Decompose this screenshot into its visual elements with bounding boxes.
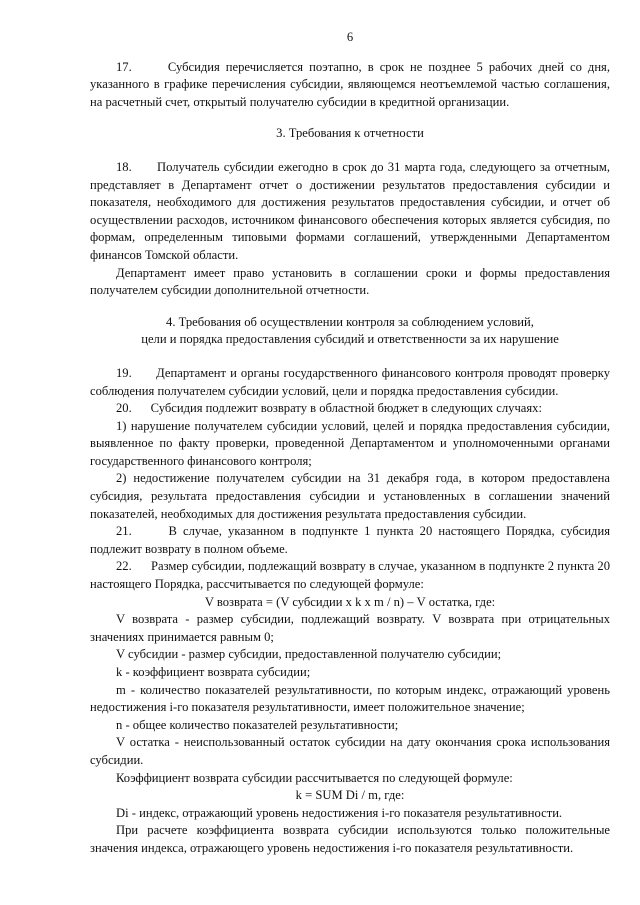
definition-di: Di - индекс, отражающий уровень недостижения i-го показателя результативности. — [116, 805, 563, 820]
paragraph-20-item-2: 2) недостижение получателем субсидии на 31 декабря года, в котором предоставлена субсидия, результата предоставления субсидии и установленных в соглашении значений показателей, необходимых для достижения результата предоставления субсидии. — [90, 471, 610, 521]
paragraph-17: 17. Субсидия перечисляется поэтапно, в срок не позднее 5 рабочих дней со дня, указанного в графике перечисления субсидии, являющемся неотъемлемой частью соглашения, на расчетный счет, открытый получателю субсидии в кредитной организации. — [90, 59, 610, 109]
paragraph-18: 18. Получатель субсидии ежегодно в срок до 31 марта года, следующего за отчетным, представляет в Департамент отчет о достижении результатов предоставления субсидии и показателя, необходимого для достижения результатов предоставления субсидии, и отчет об осуществлении расходов, источником финансового обеспечения которых является субсидия, по формам, определенным типовыми формами соглашений, утвержденными Департаментом финансов Томской области. — [90, 159, 610, 262]
formula-v-return: V возврата = (V субсидии x k x m / n) – V остатка, где: — [204, 594, 496, 609]
paragraph-20-item-1: 1) нарушение получателем субсидии условий, целей и порядка предоставления субсидии, выявленное по факту проверки, проведенной Департаментом и уполномоченными органами государственного финансового контроля; — [90, 418, 610, 468]
section-3-heading: 3. Требования к отчетности — [276, 126, 424, 141]
definition-v-remainder: V остатка - неиспользованный остаток субсидии на дату окончания срока использования субсидии. — [90, 735, 610, 767]
definition-m: m - количество показателей результативности, по которым индекс, отражающий уровень недостижения i-го показателя результативности, имеет положительное значение; — [90, 682, 610, 715]
definition-v-return: V возврата - размер субсидии, подлежащий возврату. V возврата при отрицательных значениях принимается равным 0; — [90, 612, 610, 644]
paragraph-21: 21. В случае, указанном в подпункте 1 пункта 20 настоящего Порядка, субсидия подлежит возврату в полном объеме. — [90, 524, 610, 556]
section-4-heading-line-2: цели и порядка предоставления субсидий и ответственности за их нарушение — [141, 332, 559, 347]
paragraph-18-continued: Департамент имеет право установить в соглашении сроки и формы предоставления получателем субсидии дополнительной отчетности. — [90, 265, 610, 298]
final-paragraph: При расчете коэффициента возврата субсидии используются только положительные значения индекса, отражающего уровень недостижения i-го показателя результативности. — [90, 823, 610, 855]
section-4-heading-line-1: 4. Требования об осуществлении контроля за соблюдением условий, — [166, 314, 534, 329]
paragraph-22: 22. Размер субсидии, подлежащий возврату в случае, указанном в подпункте 2 пункта 20 настоящего Порядка, рассчитывается по следующей формуле: — [90, 559, 610, 592]
coefficient-intro: Коэффициент возврата субсидии рассчитывается по следующей формуле: — [116, 770, 513, 785]
paragraph-20: 20. Субсидия подлежит возврату в областной бюджет в следующих случаях: — [116, 401, 542, 416]
formula-k: k = SUM Di / m, где: — [295, 788, 405, 803]
definition-v-subsidy: V субсидии - размер субсидии, предоставленной получателю субсидии; — [116, 647, 502, 662]
definition-n: n - общее количество показателей результативности; — [116, 717, 399, 732]
definition-k: k - коэффициент возврата субсидии; — [116, 665, 311, 679]
paragraph-19: 19. Департамент и органы государственного финансового контроля проводят проверку соблюдения получателем субсидии условий, цели и порядка предоставления субсидии. — [90, 365, 610, 398]
section-4-heading — [90, 314, 610, 349]
page-number: 6 — [346, 30, 354, 44]
